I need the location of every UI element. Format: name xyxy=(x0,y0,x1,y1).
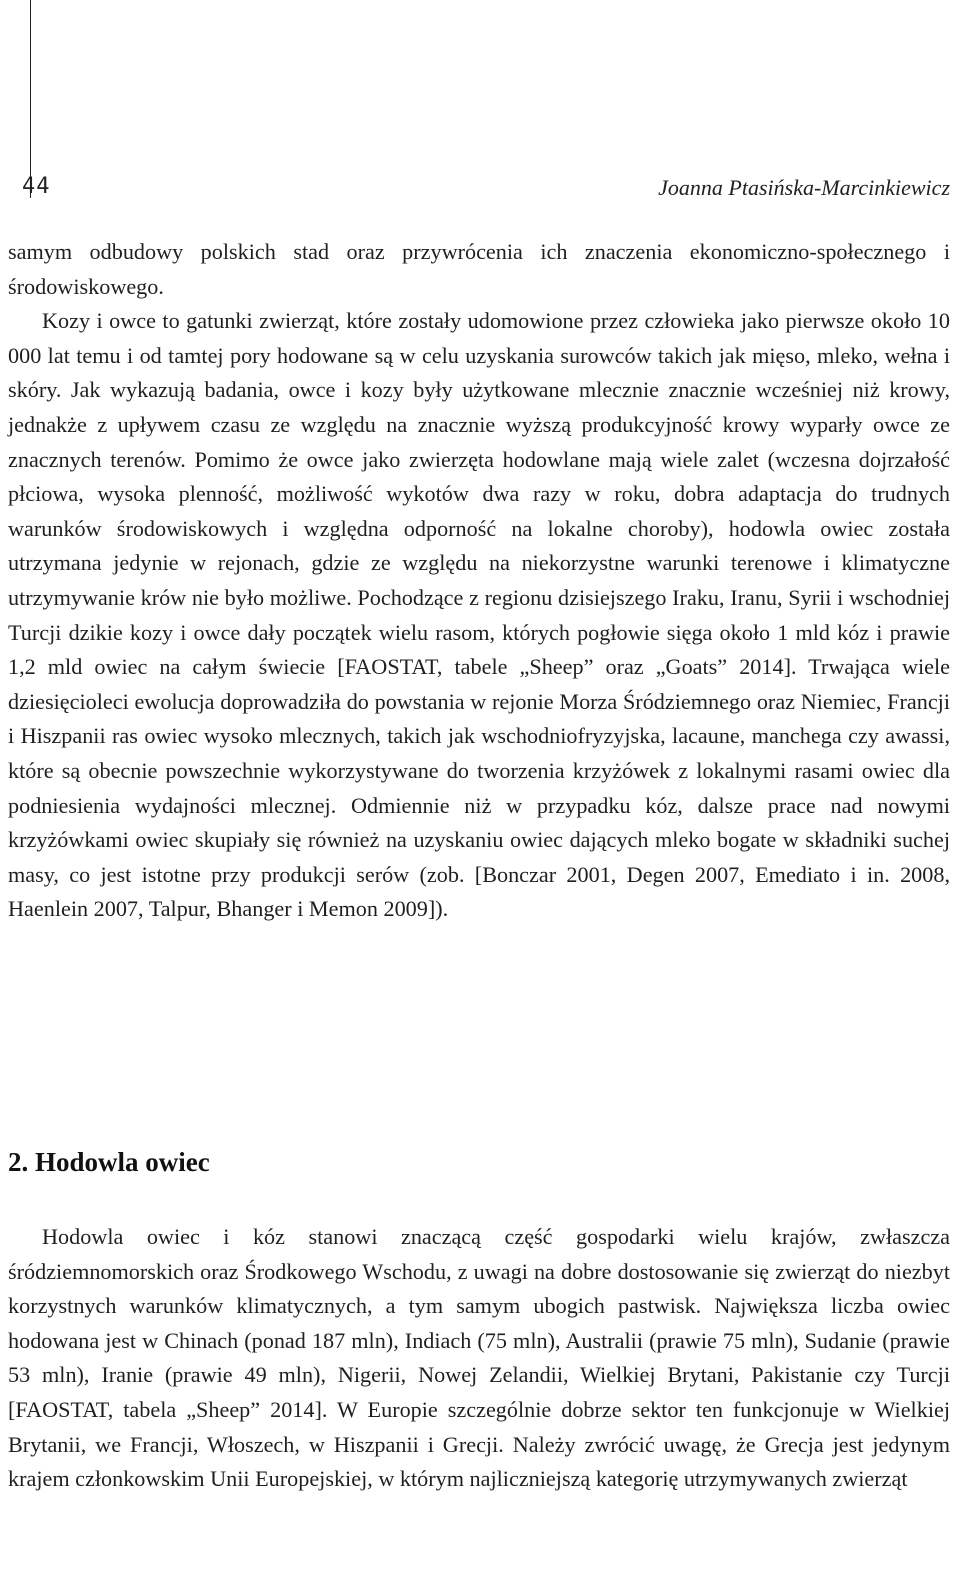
paragraph-continued: samym odbudowy polskich stad oraz przywrócenia ich znaczenia ekonomiczno-społecznego i środowiskowego. xyxy=(8,239,950,299)
margin-rule xyxy=(30,0,31,198)
body-text-section-2 xyxy=(8,1220,950,1497)
page-number: 44 xyxy=(22,174,51,199)
running-head-author: Joanna Ptasińska-Marcinkiewicz xyxy=(658,175,950,200)
paragraph-sheep-farming: Hodowla owiec i kóz stanowi znaczącą część gospodarki wielu krajów, zwłaszcza śródziemnomorskich oraz Środkowego Wschodu, z uwagi na dobre dostosowanie się zwierząt do niezbyt korzystnych warunków klimatycznych, a tym samym ubogich pastwisk. Największa liczba owiec hodowana jest w Chinach (ponad 187 mln), Indiach (75 mln), Australii (prawie 75 mln), Sudanie (prawie 53 mln), Iranie (prawie 49 mln), Nigerii, Nowej Zelandii, Wielkiej Brytani, Pakistanie czy Turcji [FAOSTAT, tabela „Sheep” 2014]. W Europie szczególnie dobrze sektor ten funkcjonuje w Wielkiej Brytanii, we Francji, Włoszech, w Hiszpanii i Grecji. Należy zwrócić uwagę, że Grecja jest jedynym krajem członkowskim Unii Europejskiej, w którym najliczniejszą kategorię utrzymywanych zwierząt xyxy=(8,1224,950,1492)
section-heading: 2. Hodowla owiec xyxy=(8,1147,210,1177)
paragraph-goats-sheep: Kozy i owce to gatunki zwierząt, które zostały udomowione przez człowieka jako pierwsze około 10 000 lat temu i od tamtej pory hodowane są w celu uzyskania surowców takich jak mięso, mleko, wełna i skóry. Jak wykazują badania, owce i kozy były użytkowane mlecznie znacznie wcześniej niż krowy, jednakże z upływem czasu ze względu na znacznie wyższą produkcyjność krowy wyparły owce ze znacznych terenów. Pomimo że owce jako zwierzęta hodowlane mają wiele zalet (wczesna dojrzałość płciowa, wysoka plenność, możliwość wykotów dwa razy w roku, dobra adaptacja do trudnych warunków środowiskowych i względna odporność na lokalne choroby), hodowla owiec została utrzymana jedynie w rejonach, gdzie ze względu na niekorzystne warunki terenowe i klimatyczne utrzymywanie krów nie było możliwe. Pochodzące z regionu dzisiejszego Iraku, Iranu, Syrii i wschodniej Turcji dzikie kozy i owce dały początek wielu rasom, których pogłowie sięga około 1 mld kóz i prawie 1,2 mld owiec na całym świecie [FAOSTAT, tabele „Sheep” oraz „Goats” 2014]. Trwająca wiele dziesięcioleci ewolucja doprowadziła do powstania w rejonie Morza Śródziemnego oraz Niemiec, Francji i Hiszpanii ras owiec wysoko mlecznych, takich jak wschodniofryzyjska, lacaune, manchega czy awassi, które są obecnie powszechnie wykorzystywane do tworzenia krzyżówek z lokalnymi rasami owiec dla podniesienia wydajności mlecznej. Odmiennie niż w przypadku kóz, dalsze prace nad nowymi krzyżówkami owiec skupiały się również na uzyskaniu owiec dających mleko bogate w składniki suchej masy, co jest istotne przy produkcji serów (zob. [Bonczar 2001, Degen 2007, Emediato i in. 2008, Haenlein 2007, Talpur, Bhanger i Memon 2009]). xyxy=(8,308,950,922)
body-text-section-1 xyxy=(8,235,950,927)
